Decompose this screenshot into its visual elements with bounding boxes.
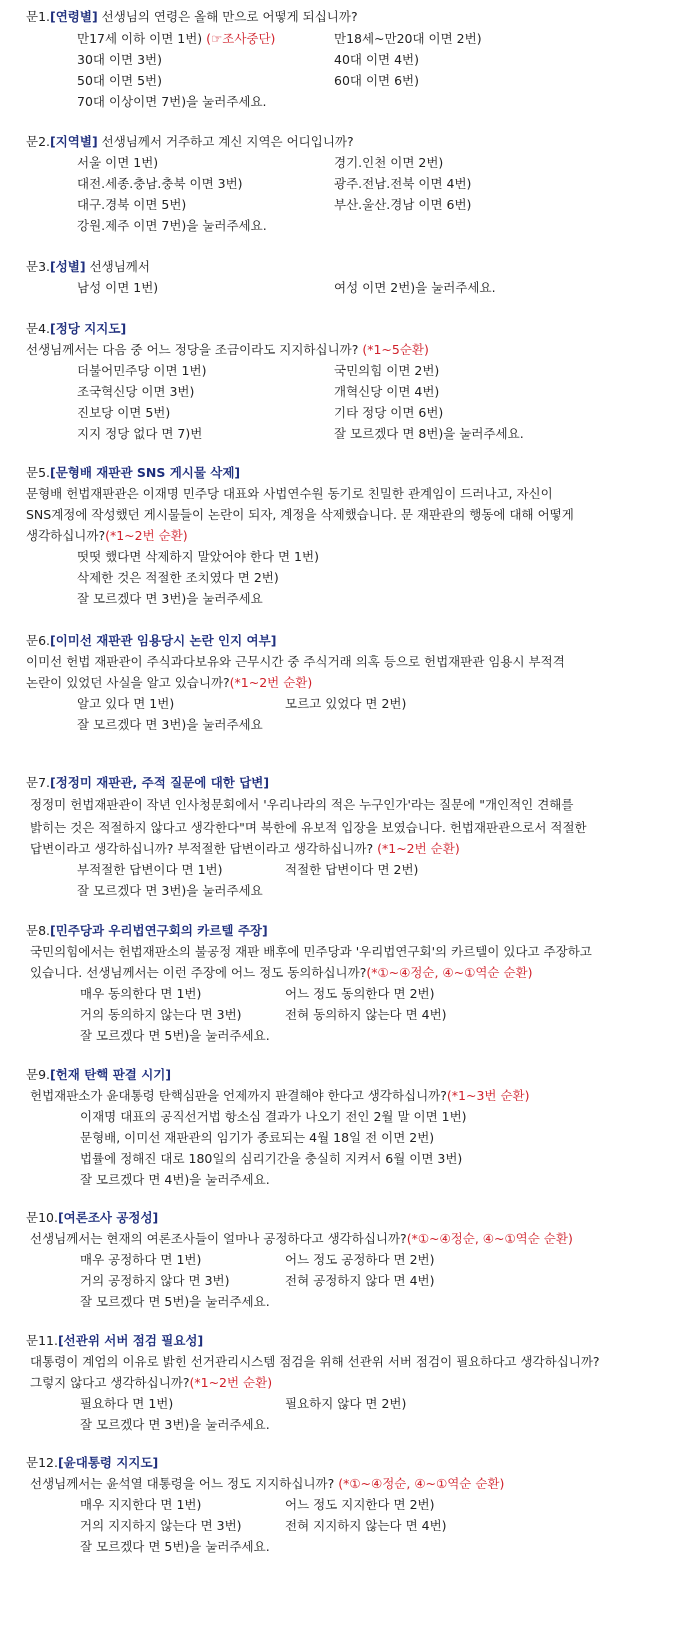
question-text-line: SNS계정에 작성했던 게시물들이 논란이 되자, 계정을 삭제했습니다. 문 재판관의 행동에 대해 어떻게 bbox=[26, 507, 574, 522]
question-text: 선생님의 연령은 올해 만으로 어떻게 되십니까? bbox=[101, 9, 358, 24]
question-text-body: 선생님께서는 현재의 여론조사들이 얼마나 공정하다고 생각하십니까? bbox=[30, 1231, 407, 1246]
question-text bbox=[30, 1473, 504, 1494]
option-3: 잘 모르겠다 면 3번)을 눌러주세요 bbox=[77, 883, 263, 898]
question-text-line: 대통령이 계엄의 이유로 밝힌 선거관리시스템 점검을 위해 선관위 서버 점검이 필요하다고 생각하십니까? bbox=[30, 1354, 600, 1369]
question-text-line bbox=[26, 525, 188, 546]
rotation-note: (*1~2번 순환) bbox=[229, 675, 313, 690]
option-1: 부적절한 답변이다 면 1번) bbox=[77, 862, 223, 877]
question-8-header bbox=[26, 920, 268, 941]
question-tag: [정정미 재판관, 주적 질문에 대한 답변] bbox=[50, 775, 270, 790]
question-number: 문4. bbox=[26, 321, 51, 336]
option-3: 법률에 정해진 대로 180일의 심리기간을 충실히 지켜서 6월 이면 3번) bbox=[80, 1151, 463, 1166]
option-label: 만17세 이하 이면 1번) bbox=[77, 31, 203, 46]
option-1: 이재명 대표의 공직선거법 항소심 결과가 나오기 전인 2월 말 이면 1번) bbox=[80, 1109, 467, 1124]
option-5: 대구.경북 이면 5번) bbox=[77, 197, 187, 212]
question-6-header bbox=[26, 630, 276, 651]
question-tag: [정당 지지도] bbox=[50, 321, 127, 336]
rotation-note: (*①~④정순, ④~①역순 순환) bbox=[338, 1476, 505, 1491]
option-2: 적절한 답변이다 면 2번) bbox=[285, 862, 419, 877]
question-number: 문1. bbox=[26, 9, 51, 24]
question-text-line: 밝히는 것은 적절하지 않다고 생각한다"며 북한에 유보적 입장을 보였습니다. 헌법재판관으로서 적절한 bbox=[30, 820, 587, 835]
option-2: 어느 정도 공정하다 면 2번) bbox=[285, 1252, 435, 1267]
option-3: 거의 지지하지 않는다 면 3번) bbox=[80, 1518, 242, 1533]
question-tag: [연령별] bbox=[50, 9, 98, 24]
option-7: 강원.제주 이면 7번)을 눌러주세요. bbox=[77, 218, 267, 233]
option-3: 잘 모르겠다 면 3번)을 눌러주세요 bbox=[77, 717, 263, 732]
question-5-header bbox=[26, 462, 240, 483]
option-3: 조국혁신당 이면 3번) bbox=[77, 384, 195, 399]
question-text-line bbox=[26, 672, 312, 693]
option-5: 진보당 이면 5번) bbox=[77, 405, 171, 420]
question-text-body: 있습니다. 선생님께서는 이런 주장에 어느 정도 동의하십니까? bbox=[30, 965, 367, 980]
option-1: 떳떳 했다면 삭제하지 말았어야 한다 면 1번) bbox=[77, 549, 319, 564]
question-text bbox=[30, 1085, 529, 1106]
option-1: 매우 동의한다 면 1번) bbox=[80, 986, 202, 1001]
option-6: 부산.울산.경남 이면 6번) bbox=[334, 197, 472, 212]
question-text-body: 선생님께서는 윤석열 대통령을 어느 정도 지지하십니까? bbox=[30, 1476, 335, 1491]
question-10-header bbox=[26, 1207, 158, 1228]
question-number: 문2. bbox=[26, 134, 51, 149]
option-6: 60대 이면 6번) bbox=[334, 73, 419, 88]
question-text bbox=[30, 1228, 573, 1249]
option-2: 삭제한 것은 적절한 조치였다 면 2번) bbox=[77, 570, 279, 585]
option-2: 필요하지 않다 면 2번) bbox=[285, 1396, 407, 1411]
option-3: 대전.세종.충남.충북 이면 3번) bbox=[77, 176, 243, 191]
option-3: 거의 동의하지 않는다 면 3번) bbox=[80, 1007, 242, 1022]
option-2: 만18세~만20대 이면 2번) bbox=[334, 31, 482, 46]
question-text: 선생님께서 거주하고 계신 지역은 어디입니까? bbox=[101, 134, 354, 149]
question-7-header bbox=[26, 772, 269, 793]
question-1-header bbox=[26, 6, 358, 27]
question-3-header bbox=[26, 256, 150, 277]
option-4: 40대 이면 4번) bbox=[334, 52, 419, 67]
question-number: 문3. bbox=[26, 259, 51, 274]
option-4: 광주.전남.전북 이면 4번) bbox=[334, 176, 472, 191]
question-text-line: 국민의힘에서는 헌법재판소의 불공정 재판 배후에 민주당과 '우리법연구회'의 카르텔이 있다고 주장하고 bbox=[30, 944, 592, 959]
question-text-body: 논란이 있었던 사실을 알고 있습니까? bbox=[26, 675, 230, 690]
rotation-note: (*1~3번 순환) bbox=[446, 1088, 530, 1103]
option-4: 전혀 동의하지 않는다 면 4번) bbox=[285, 1007, 447, 1022]
question-text-line bbox=[30, 1372, 272, 1393]
question-text-line: 문형배 헌법재판관은 이재명 민주당 대표와 사법연수원 동기로 친밀한 관계임이 드러나고, 자신이 bbox=[26, 486, 553, 501]
stop-note: (☞조사중단) bbox=[206, 31, 276, 46]
option-7: 지지 정당 없다 면 7)번 bbox=[77, 426, 203, 441]
question-tag: [헌재 탄핵 판결 시기] bbox=[50, 1067, 172, 1082]
option-5: 잘 모르겠다 면 5번)을 눌러주세요. bbox=[80, 1539, 270, 1554]
rotation-note: (*①~④정순, ④~①역순 순환) bbox=[366, 965, 533, 980]
question-number: 문7. bbox=[26, 775, 51, 790]
question-text-line: 정정미 헌법재판관이 작년 인사청문회에서 '우리나라의 적은 누구인가'라는 질문에 "개인적인 견해를 bbox=[30, 797, 574, 812]
question-number: 문5. bbox=[26, 465, 51, 480]
option-3: 30대 이면 3번) bbox=[77, 52, 162, 67]
question-tag: [문형배 재판관 SNS 게시물 삭제] bbox=[50, 465, 241, 480]
question-tag: [선관위 서버 점검 필요성] bbox=[57, 1333, 204, 1348]
option-1: 남성 이면 1번) bbox=[77, 280, 159, 295]
option-7: 70대 이상이면 7번)을 눌러주세요. bbox=[77, 94, 267, 109]
question-text-body: 선생님께서는 다음 중 어느 정당을 조금이라도 지지하십니까? bbox=[26, 342, 359, 357]
question-4-header bbox=[26, 318, 126, 339]
question-2-header bbox=[26, 131, 354, 152]
option-1: 필요하다 면 1번) bbox=[80, 1396, 174, 1411]
question-number: 문12. bbox=[26, 1455, 58, 1470]
question-tag: [지역별] bbox=[50, 134, 98, 149]
option-1: 매우 공정하다 면 1번) bbox=[80, 1252, 202, 1267]
question-tag: [윤대통령 지지도] bbox=[57, 1455, 159, 1470]
question-tag: [민주당과 우리법연구회의 카르텔 주장] bbox=[50, 923, 268, 938]
option-2: 문형배, 이미선 재판관의 임기가 종료되는 4월 18일 전 이면 2번) bbox=[80, 1130, 435, 1145]
question-text-body: 헌법재판소가 윤대통령 탄핵심판을 언제까지 판결해야 한다고 생각하십니까? bbox=[30, 1088, 447, 1103]
rotation-note: (*①~④정순, ④~①역순 순환) bbox=[406, 1231, 573, 1246]
option-2: 국민의힘 이면 2번) bbox=[334, 363, 440, 378]
option-3: 거의 공정하지 않다 면 3번) bbox=[80, 1273, 230, 1288]
option-4: 개혁신당 이면 4번) bbox=[334, 384, 440, 399]
option-2: 모르고 있었다 면 2번) bbox=[285, 696, 407, 711]
question-text-body: 그렇지 않다고 생각하십니까? bbox=[30, 1375, 190, 1390]
question-text-line bbox=[30, 838, 460, 859]
option-2: 경기.인천 이면 2번) bbox=[334, 155, 444, 170]
option-2: 어느 정도 동의한다 면 2번) bbox=[285, 986, 435, 1001]
option-1: 더불어민주당 이면 1번) bbox=[77, 363, 207, 378]
question-text-body: 답변이라고 생각하십니까? 부적절한 답변이라고 생각하십니까? bbox=[30, 841, 374, 856]
option-5: 50대 이면 5번) bbox=[77, 73, 162, 88]
rotation-note: (*1~2번 순환) bbox=[189, 1375, 273, 1390]
option-6: 기타 정당 이면 6번) bbox=[334, 405, 444, 420]
option-4: 전혀 공정하지 않다 면 4번) bbox=[285, 1273, 435, 1288]
option-4: 잘 모르겠다 면 4번)을 눌러주세요. bbox=[80, 1172, 270, 1187]
option-3: 잘 모르겠다 면 3번)을 눌러주세요. bbox=[80, 1417, 270, 1432]
option-4: 전혀 지지하지 않는다 면 4번) bbox=[285, 1518, 447, 1533]
option-1: 서울 이면 1번) bbox=[77, 155, 159, 170]
rotation-note: (*1~2번 순환) bbox=[105, 528, 188, 543]
option-8: 잘 모르겠다 면 8번)을 눌러주세요. bbox=[334, 426, 524, 441]
rotation-note: (*1~2번 순환) bbox=[377, 841, 460, 856]
option-2: 어느 정도 지지한다 면 2번) bbox=[285, 1497, 435, 1512]
option-1: 매우 지지한다 면 1번) bbox=[80, 1497, 202, 1512]
rotation-note: (*1~5순환) bbox=[362, 342, 429, 357]
question-tag: [여론조사 공정성] bbox=[57, 1210, 159, 1225]
option-1 bbox=[77, 28, 275, 49]
question-text-line bbox=[30, 962, 532, 983]
option-2: 여성 이면 2번)을 눌러주세요. bbox=[334, 280, 496, 295]
option-3: 잘 모르겠다 면 3번)을 눌러주세요 bbox=[77, 591, 263, 606]
option-5: 잘 모르겠다 면 5번)을 눌러주세요. bbox=[80, 1028, 270, 1043]
question-9-header bbox=[26, 1064, 171, 1085]
question-number: 문9. bbox=[26, 1067, 51, 1082]
question-12-header bbox=[26, 1452, 158, 1473]
question-number: 문11. bbox=[26, 1333, 58, 1348]
question-number: 문10. bbox=[26, 1210, 58, 1225]
question-11-header bbox=[26, 1330, 203, 1351]
question-tag: [성별] bbox=[50, 259, 86, 274]
question-text-line: 이미선 헌법 재판관이 주식과다보유와 근무시간 중 주식거래 의혹 등으로 헌법재판관 임용시 부적격 bbox=[26, 654, 565, 669]
question-number: 문8. bbox=[26, 923, 51, 938]
question-text: 선생님께서 bbox=[89, 259, 150, 274]
question-text-body: 생각하십니까? bbox=[26, 528, 106, 543]
question-text bbox=[26, 339, 429, 360]
option-1: 알고 있다 면 1번) bbox=[77, 696, 175, 711]
question-tag: [이미선 재판관 임용당시 논란 인지 여부] bbox=[50, 633, 277, 648]
question-number: 문6. bbox=[26, 633, 51, 648]
option-5: 잘 모르겠다 면 5번)을 눌러주세요. bbox=[80, 1294, 270, 1309]
